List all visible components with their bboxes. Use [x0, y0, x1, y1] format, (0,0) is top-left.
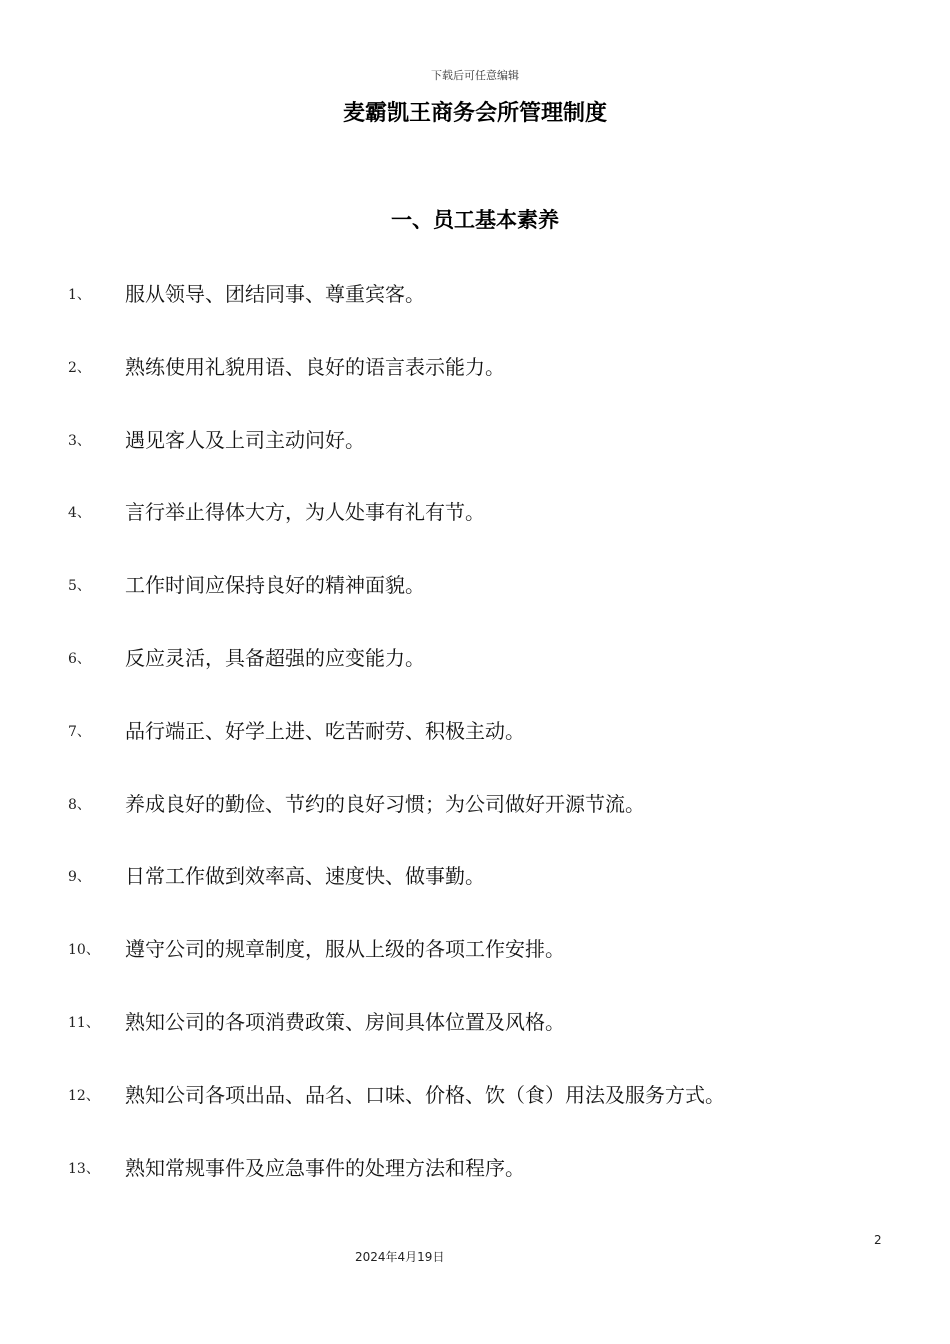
- list-item: [0, 1006, 950, 1079]
- item-number: 2、: [68, 359, 91, 376]
- item-text: 服从领导、团结同事、尊重宾客。: [125, 282, 425, 306]
- list-item: [0, 424, 950, 497]
- item-text: 熟知常规事件及应急事件的处理方法和程序。: [125, 1155, 525, 1180]
- footer-date: 2024年4月19日: [355, 1250, 445, 1264]
- list-item: [0, 351, 950, 424]
- item-number: 10、: [68, 942, 100, 959]
- list-item: [0, 642, 950, 715]
- item-number: 7、: [68, 723, 91, 740]
- item-number: 1、: [68, 287, 91, 303]
- list-item: [0, 278, 950, 351]
- item-text: 品行端正、好学上进、吃苦耐劳、积极主动。: [125, 718, 525, 743]
- item-number: 11、: [68, 1014, 100, 1031]
- list-item: [0, 569, 950, 642]
- item-number: 3、: [68, 432, 91, 449]
- item-number: 6、: [68, 650, 91, 667]
- rules-list: [0, 278, 950, 1224]
- item-text: 熟知公司各项出品、品名、口味、价格、饮（食）用法及服务方式。: [125, 1082, 725, 1107]
- item-number: 4、: [68, 505, 91, 522]
- item-number: 5、: [68, 578, 91, 595]
- item-text: 养成良好的勤俭、节约的良好习惯；为公司做好开源节流。: [125, 791, 645, 816]
- list-item: [0, 1152, 950, 1225]
- list-item: [0, 1079, 950, 1152]
- list-item: [0, 860, 950, 933]
- item-text: 日常工作做到效率高、速度快、做事勤。: [125, 864, 485, 889]
- section-heading: 一、员工基本素养: [391, 208, 559, 232]
- item-number: 13、: [68, 1160, 100, 1177]
- item-number: 8、: [68, 796, 91, 813]
- item-text: 熟练使用礼貌用语、良好的语言表示能力。: [125, 354, 505, 379]
- list-item: [0, 715, 950, 788]
- item-text: 熟知公司的各项消费政策、房间具体位置及风格。: [125, 1009, 565, 1034]
- item-text: 遵守公司的规章制度，服从上级的各项工作安排。: [125, 937, 565, 962]
- item-text: 反应灵活，具备超强的应变能力。: [125, 645, 425, 670]
- page-number: 2: [874, 1233, 882, 1247]
- item-text: 工作时间应保持良好的精神面貌。: [125, 573, 425, 598]
- document-title: 麦霸凯王商务会所管理制度: [342, 101, 607, 126]
- header-note: 下载后可任意编辑: [431, 69, 519, 82]
- item-number: 9、: [68, 869, 91, 886]
- item-number: 12、: [68, 1087, 100, 1104]
- list-item: [0, 933, 950, 1006]
- item-text: 遇见客人及上司主动问好。: [125, 427, 365, 452]
- item-text: 言行举止得体大方，为人处事有礼有节。: [125, 500, 485, 525]
- list-item: [0, 496, 950, 569]
- list-item: [0, 788, 950, 861]
